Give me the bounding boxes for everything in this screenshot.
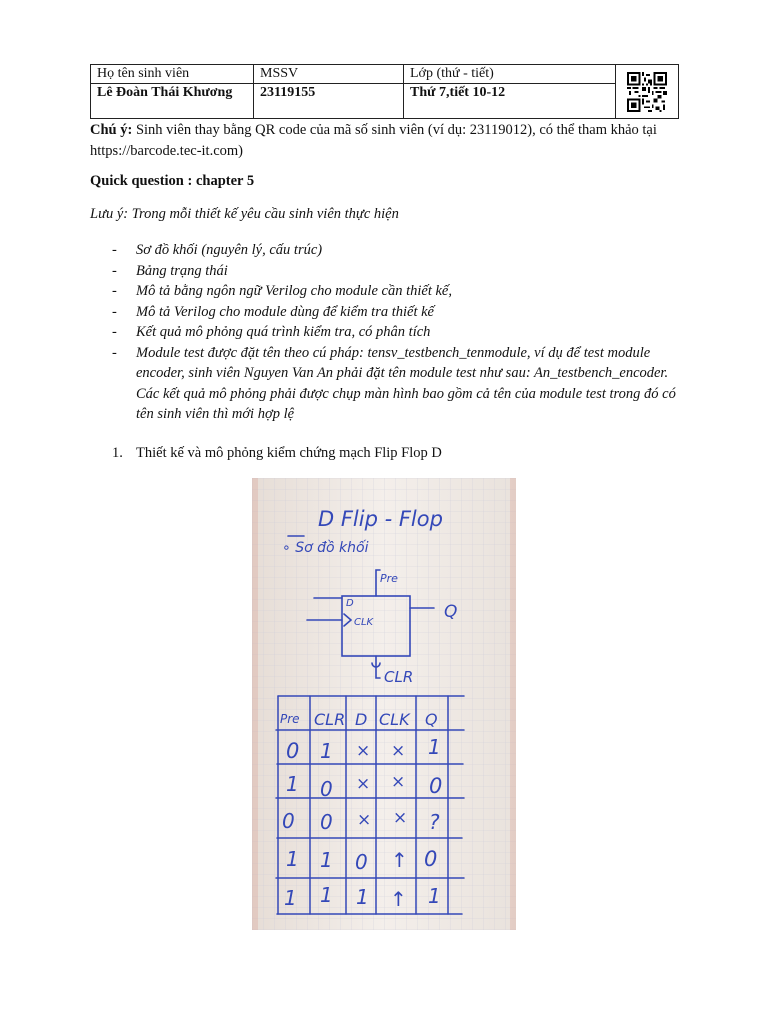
list-item: - Sơ đồ khối (nguyên lý, cấu trúc) [112,242,323,258]
table-cell: 1 [320,739,333,763]
table-cell: 0 [424,847,438,871]
table-cell: 0 [320,810,333,834]
list-item-text: Sơ đồ khối (nguyên lý, cấu trúc) [136,242,323,258]
list-item: - Mô tả Verilog cho module dùng để kiểm tra thiết kế [112,303,434,320]
table-cell: 1 [286,847,299,871]
pin-q-label: Q [444,602,458,622]
diagram-title: D Flip - Flop [318,507,443,531]
student-name-value: Lê Đoàn Thái Khương [91,84,254,119]
table-header-cell: Q [425,710,438,729]
pin-pre-label: Pre [380,572,398,585]
pin-d-label: D [346,598,354,609]
handwritten-notes-photo [252,478,516,930]
table-cell: 1 [320,883,333,907]
table-cell: × [391,772,406,792]
student-id-label: MSSV [254,65,404,84]
list-item-text: Mô tả bằng ngôn ngữ Verilog cho module cần thiết kế, [136,283,452,299]
table-cell: 0 [429,774,443,798]
student-id-value: 23119155 [254,84,404,119]
list-item-text: Mô tả Verilog cho module dùng để kiểm tra thiết kế [136,303,434,320]
table-cell: 1 [356,885,369,909]
table-header-cell: CLK [379,710,410,729]
table-cell: ↑ [391,848,408,872]
diagram-subtitle: ∘ Sơ đồ khối [282,540,369,556]
table-cell: 0 [282,809,295,833]
table-cell: × [356,741,371,761]
note-paragraph [90,120,690,162]
list-item-text: Module test được đặt tên theo cú pháp: tensv_testbench_tenmodule, ví dụ để test module encoder, sinh viên Nguyen Van An phải đặt tên module test như sau: An_testbench_encoder. Các kết quả mô phỏng phải được chụp màn hình bao gồm cả tên của module test trong đó có tên sinh viên thì mới hợp lệ [136,344,676,422]
note-text: Sinh viên thay bằng QR code của mã số sinh viên (ví dụ: 23119012), có thể tham khảo tại https://barcode.tec-it.com) [90,122,657,159]
quick-question-heading: Quick question : chapter 5 [90,173,255,189]
table-cell: 0 [286,739,300,763]
table-header-cell: D [355,710,368,729]
pin-clk-label: CLK [354,617,374,628]
pin-clr-label: CLR [384,668,414,686]
list-item: - Mô tả bằng ngôn ngữ Verilog cho module cần thiết kế, [112,283,452,299]
table-cell: × [356,774,371,794]
table-cell: 0 [320,777,333,801]
table-header-cell: CLR [314,710,346,729]
list-item: - Bảng trạng thái [112,262,228,279]
list-item-text: Kết quả mô phỏng quá trình kiểm tra, có phân tích [136,324,431,340]
qr-cell [616,65,679,119]
note-label: Chú ý: [90,122,133,138]
table-cell: × [391,741,406,761]
class-label: Lớp (thứ - tiết) [404,65,616,84]
task-title: Thiết kế và mô phỏng kiểm chứng mạch Flip Flop D [136,445,442,461]
class-value: Thứ 7,tiết 10-12 [404,84,616,119]
list-item: - Kết quả mô phỏng quá trình kiểm tra, có phân tích [112,324,431,340]
task-number: 1. [112,445,123,461]
table-cell: × [393,808,408,828]
name-label: Họ tên sinh viên [91,65,254,84]
table-cell: ? [429,810,440,834]
qr-code-icon [627,72,667,112]
task-heading [112,445,442,462]
requirements-list [112,240,682,425]
table-cell: × [357,810,372,830]
table-cell: 1 [428,884,441,908]
table-cell: 1 [286,772,299,796]
list-item-text: Bảng trạng thái [136,262,228,279]
list-item: - Module test được đặt tên theo cú pháp: tensv_testbench_tenmodule, ví dụ để test module encoder, sinh viên Nguyen Van An phải đặt tên module test như sau: An_testbench_encoder. Các kết quả mô phỏng phải được chụp màn hình bao gồm cả tên của module test trong đó có tên sinh viên thì mới hợp lệ [112,344,676,422]
table-header-cell: Pre [280,712,300,726]
table-cell: 1 [320,848,333,872]
table-cell: 1 [428,735,441,759]
table-cell: 0 [355,850,368,874]
table-cell: ↑ [390,887,407,911]
luu-y-line: Lưu ý: Trong mỗi thiết kế yêu cầu sinh viên thực hiện [90,206,399,222]
table-cell: 1 [284,886,297,910]
student-info-table [90,64,679,119]
